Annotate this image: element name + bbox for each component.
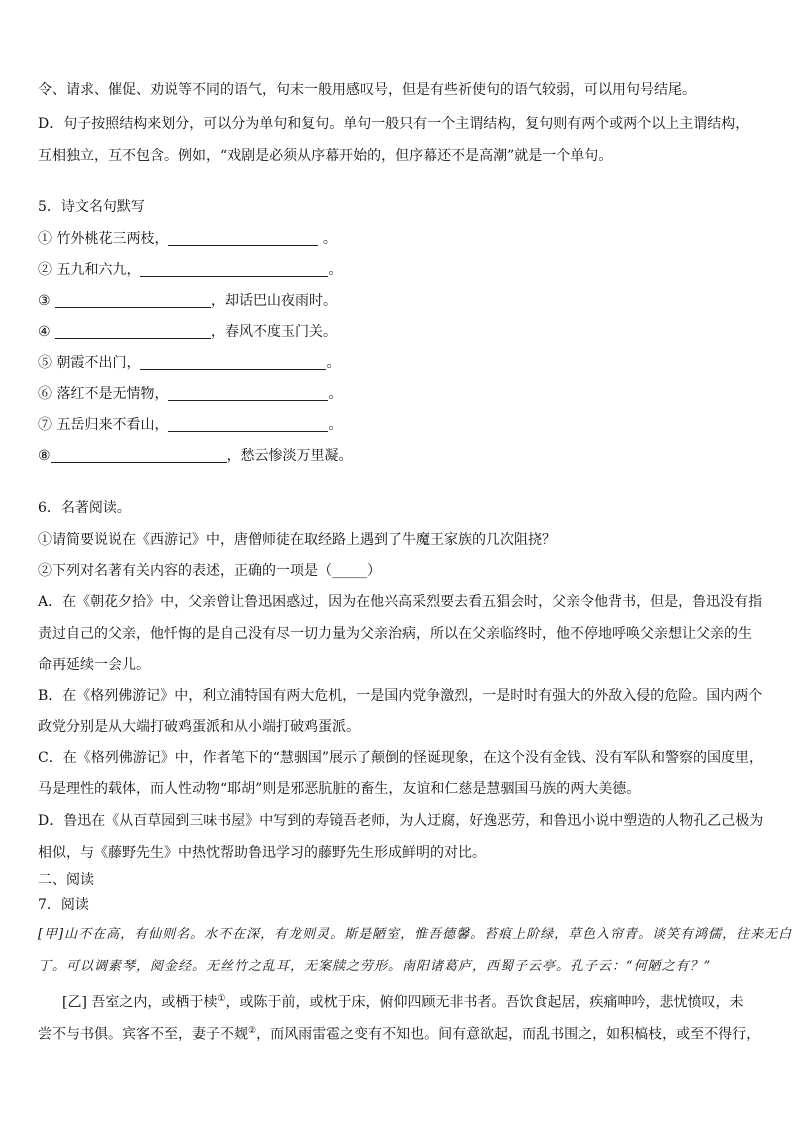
answer-blank[interactable] [168,231,318,246]
item-before: 竹外桃花三两枝， [56,231,169,247]
option-c-line: 马是理性的载体，而人性动物“耶胡”则是邪恶肮脏的畜生，友谊和仁慈是慧骃国马族的两大美德。 [38,781,641,797]
footnote-marker: ② [248,1026,257,1036]
fill-item-4 [38,322,758,342]
answer-blank[interactable] [168,386,328,401]
item-after: 。 [326,355,341,371]
fill-item-8 [38,446,758,466]
passage-text: ，或陈于前，或枕于床，俯仰四顾无非书者。吾饮食起居，疾痛呻吟，悲忧愤叹，未 [225,994,744,1011]
text-line: 令、请求、催促、劝说等不同的语气，句末一般用感叹号，但是有些祈使句的语气较弱，可以用句号结尾。 [38,82,696,98]
item-after: 。 [328,386,343,402]
fill-item-7 [38,415,758,435]
passage-text: ，而风雨雷雹之变有不知也。间有意欲起，而乱书围之，如积槁枝，或至不得行， [256,1026,761,1043]
item-before: 五九和六九， [56,262,141,278]
option-a-line: A．在《朝花夕拾》中，父亲曾让鲁迅困惑过，因为在他兴高采烈要去看五猖会时，父亲令他背书，但是，鲁迅没有指 [38,594,763,610]
item-after: 。 [322,231,337,247]
passage-yi-line [62,989,762,1013]
item-number: ⑦ [38,417,52,433]
question-5-title: 5．诗文名句默写 [38,199,145,215]
answer-blank[interactable] [55,324,211,339]
question-6-sub1: ①请简要说说在《西游记》中，唐僧师徒在取经路上遇到了牛魔王家族的几次阻挠？ [38,532,556,548]
item-after: ，却话巴山夜雨时。 [211,293,338,309]
fill-item-5 [38,353,758,373]
fill-item-1 [38,229,758,249]
option-d-line: 相似，与《藤野先生》中热忱帮助鲁迅学习的藤野先生形成鲜明的对比。 [38,845,486,861]
question-6-sub2: ②下列对名著有关内容的表述，正确的一项是（_____） [38,563,381,579]
item-number: ③ [38,293,51,309]
question-6-title: 6．名著阅读。 [38,500,131,516]
answer-blank[interactable] [140,262,328,277]
text-line: 互相独立，互不包含。例如，“戏剧是必须从序幕开始的，但序幕还不是高潮”就是一个单句。 [38,148,613,164]
item-number: ⑧ [38,448,51,464]
option-b-line: B．在《格列佛游记》中，利立浦特国有两大危机，一是国内党争激烈，一是时时有强大的外敌入侵的危险。国内两个 [38,688,763,704]
item-before: 落红不是无情物， [56,386,169,402]
item-after: 。 [328,417,343,433]
item-number: ⑤ [38,355,52,371]
passage-text: [乙] 吾室之内，或栖于椟 [62,994,218,1011]
answer-blank[interactable] [140,355,326,370]
footnote-marker: ① [217,994,226,1004]
option-c-line: C．在《格列佛游记》中，作者笔下的“慧骃国”展示了颠倒的怪诞现象，在这个没有金钱、没有军队和警察的国度里， [38,750,764,766]
passage-yi-line [38,1021,761,1045]
section-heading: 二、阅读 [38,872,94,888]
item-number: ① [38,231,52,247]
answer-blank[interactable] [168,417,328,432]
option-a-line: 命再延续一会儿。 [38,657,150,673]
item-after: ，愁云惨淡万里凝。 [226,448,353,464]
fill-item-2 [38,260,758,280]
item-number: ④ [38,324,51,340]
fill-item-6 [38,384,758,404]
passage-jia-line: [甲]山不在高，有仙则名。水不在深，有龙则灵。斯是陋室，惟吾德馨。苔痕上阶绿，草色入帘青。谈笑有鸿儒，往来无白 [38,927,793,942]
passage-text: 尝不与书俱。宾客不至，妻子不觌 [38,1026,248,1043]
item-before: 朝霞不出门， [56,355,141,371]
fill-item-3 [38,291,758,311]
option-a-line: 责过自己的父亲，他忏悔的是自己没有尽一切力量为父亲治病，所以在父亲临终时，他不停地呼唤父亲想让父亲的生 [38,626,752,642]
question-7-title: 7．阅读 [38,897,89,913]
answer-blank[interactable] [51,448,227,463]
item-after: 。 [328,262,343,278]
answer-blank[interactable] [55,293,211,308]
item-after: ，春风不度玉门关。 [211,324,338,340]
option-d-line: D．句子按照结构来划分，可以分为单句和复句。单句一般只有一个主谓结构，复句则有两个或两个以上主谓结构， [38,116,750,132]
item-number: ② [38,262,52,278]
option-d-line: D．鲁迅在《从百草园到三味书屋》中写到的寿镜吾老师，为人迂腐，好逸恶劳，和鲁迅小说中塑造的人物孔乙己极为 [38,813,764,829]
item-before: 五岳归来不看山， [56,417,169,433]
item-number: ⑥ [38,386,52,402]
passage-jia-line: 丁。可以调素琴，阅金经。无丝竹之乱耳，无案牍之劳形。南阳诸葛庐，西蜀子云亭。孔子云：“何陋之有？” [38,959,712,974]
option-b-line: 政党分别是从大端打破鸡蛋派和从小端打破鸡蛋派。 [38,719,360,735]
